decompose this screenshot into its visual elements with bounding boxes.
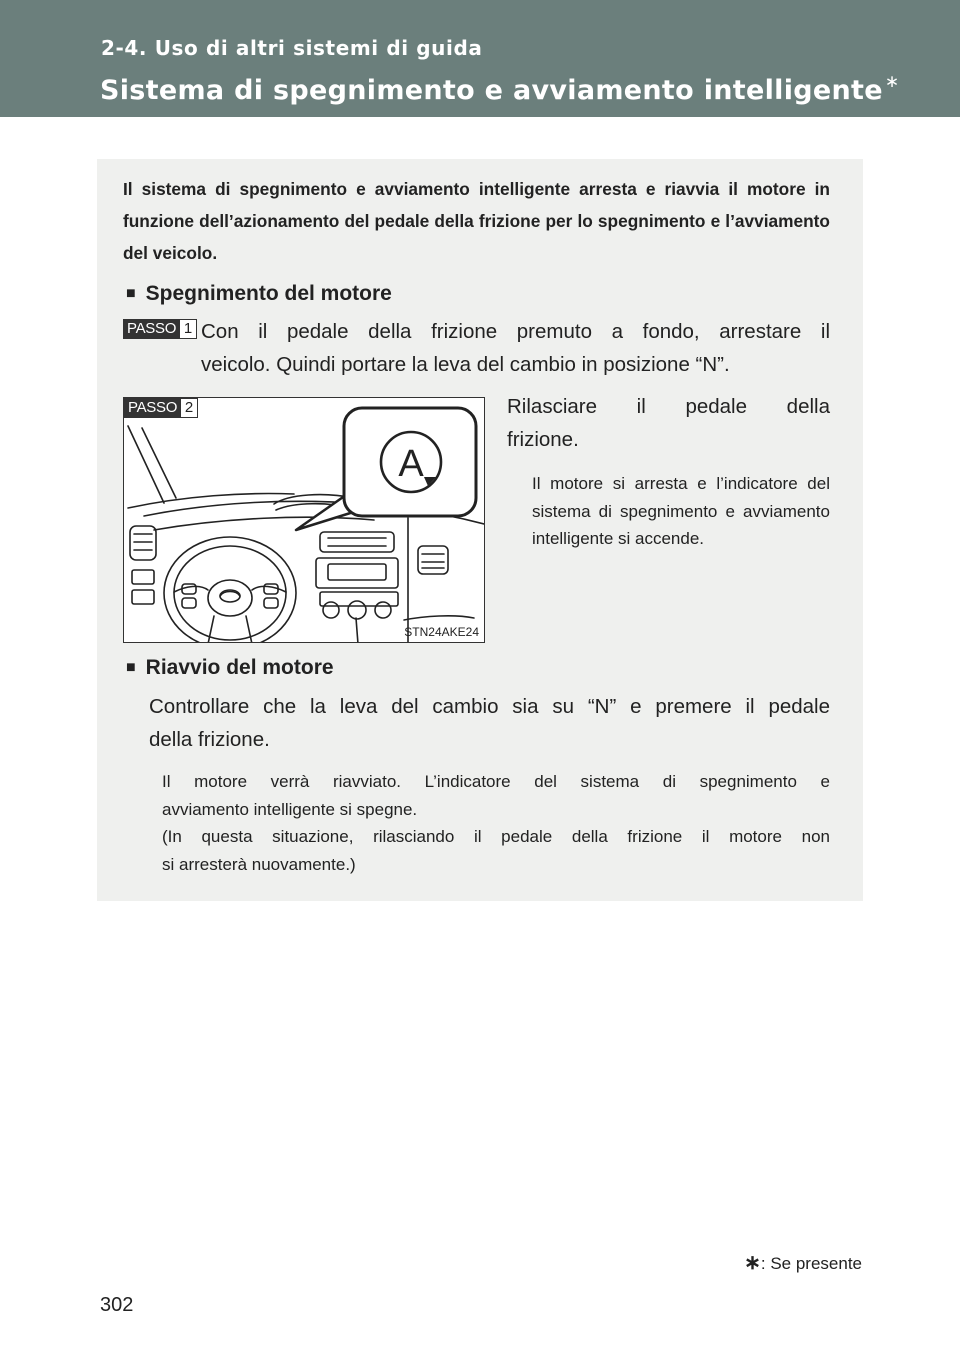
step1-line2: veicolo. Quindi portare la leva del cambio in posizione “N”. (201, 353, 730, 376)
footnote (744, 1250, 862, 1275)
page-title-text: Sistema di spegnimento e avviamento intelligente (100, 75, 883, 106)
step2-badge-label: PASSO (124, 398, 181, 418)
step1-badge-number: 1 (180, 319, 197, 339)
step1-badge-label: PASSO (123, 319, 180, 339)
square-bullet-icon: ■ (126, 285, 136, 302)
square-bullet-icon: ■ (126, 659, 136, 676)
step2-line2: frizione. (507, 428, 579, 451)
heading-engine-restart (126, 656, 334, 680)
restart-note-line3: (In questa situazione, rilasciando il pedale della frizione il motore non (162, 827, 830, 846)
step2-badge-number: 2 (181, 398, 198, 418)
intro-paragraph: Il sistema di spegnimento e avviamento intelligente arresta e riavvia il motore in funzione dell’azionamento del pedale della frizione per lo spegnimento e l’avviamento del veicolo. (123, 179, 830, 263)
step1-line1: Con il pedale della frizione premuto a fondo, arrestare il (201, 320, 830, 343)
callout-letter: A (398, 443, 424, 485)
dashboard-illustration (123, 397, 485, 643)
restart-note-line1: Il motore verrà riavviato. L’indicatore del sistema di spegnimento e (162, 772, 830, 791)
heading-engine-stop (126, 282, 392, 306)
restart-line2: della frizione. (149, 728, 270, 751)
page-number: 302 (100, 1294, 134, 1316)
step2-badge (124, 398, 198, 418)
step1-text (201, 315, 830, 381)
restart-line1: Controllare che la leva del cambio sia su “N” e premere il pedale (149, 695, 830, 718)
step2-line1: Rilasciare il pedale della (507, 395, 830, 418)
step1-badge (123, 319, 197, 339)
page-title (100, 72, 899, 106)
heading-engine-stop-text: Spegnimento del motore (145, 282, 392, 305)
footnote-text: : Se presente (760, 1254, 862, 1273)
restart-note-line4: si arresterà nuovamente.) (162, 854, 356, 874)
title-asterisk: ∗ (884, 72, 900, 92)
heading-engine-restart-text: Riavvio del motore (145, 656, 334, 679)
figure-code: STN24AKE24 (404, 625, 479, 639)
footnote-asterisk: ∗ (744, 1252, 761, 1274)
chapter-header (0, 0, 960, 117)
section-label: 2-4. Uso di altri sistemi di guida (101, 36, 483, 60)
restart-instruction (149, 690, 830, 756)
restart-note-line2: avviamento intelligente si spegne. (162, 799, 418, 819)
dashboard-drawing (124, 398, 485, 643)
step2-text (507, 390, 830, 456)
restart-note (162, 768, 830, 878)
step2-note: Il motore si arresta e l’indicatore del sistema di spegnimento e avviamento intelligente si accende. (532, 474, 830, 548)
